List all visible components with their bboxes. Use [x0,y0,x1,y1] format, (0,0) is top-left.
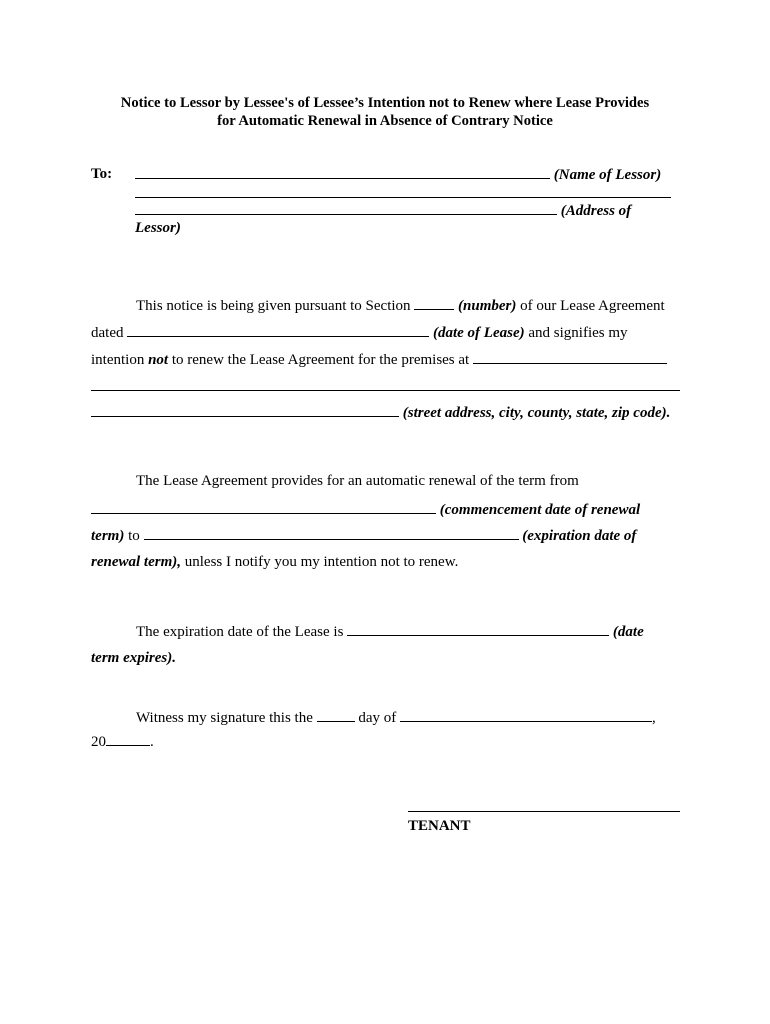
street-address-hint: (street address, city, county, state, zip code). [402,405,671,421]
day-blank[interactable] [317,709,355,722]
lessor-name-blank[interactable] [135,166,550,179]
term-hint: term) [91,528,125,544]
lessor-name-hint: (Name of Lessor) [553,167,662,183]
text: to [128,528,140,544]
text: dated [91,325,124,341]
para4-line2 [91,733,154,751]
text: Witness my signature this the [136,710,313,726]
month-blank[interactable] [400,709,652,722]
text: day of [358,710,397,726]
date-hint: (date [612,624,644,640]
para3-line1 [136,623,644,641]
lease-date-blank[interactable] [127,324,429,337]
para2-line1: The Lease Agreement provides for an automatic renewal of the term from [136,473,579,489]
premises-blank-2[interactable] [91,390,680,391]
section-number-blank[interactable] [414,297,454,310]
para1-line3 [91,351,667,369]
not-emphasis: not [148,352,169,368]
document-title-line-2: for Automatic Renewal in Absence of Contrary Notice [217,113,553,129]
para2-line4 [91,554,458,571]
expiration-renewal-blank[interactable] [144,527,519,540]
year-blank[interactable] [106,733,150,746]
lease-expiration-blank[interactable] [347,623,609,636]
renewal-term-hint: renewal term), [91,554,181,570]
text: The expiration date of the Lease is [136,624,344,640]
para1-line1 [136,297,665,315]
lessor-address-hint: (Address of [560,203,632,219]
lessor-address-blank-2[interactable] [135,202,557,215]
term-expires-hint: term expires). [91,650,176,666]
lessor-address-blank-1[interactable] [135,197,671,198]
text: intention [91,352,145,368]
para1-line5 [91,404,670,422]
para4-line1 [136,709,656,727]
premises-blank-1[interactable] [473,351,667,364]
date-of-lease-hint: (date of Lease) [432,325,525,341]
commencement-hint: (commencement date of renewal [439,502,641,518]
para2-line2 [91,501,640,519]
document-title-line-1: Notice to Lessor by Lessee's of Lessee’s Intention not to Renew where Lease Provides [120,95,650,111]
commencement-date-blank[interactable] [91,501,436,514]
text: of our Lease Agreement [520,298,665,314]
text: and signifies my [528,325,628,341]
lessor-name-line [135,166,661,184]
signature-line[interactable] [408,811,680,812]
tenant-label: TENANT [408,818,471,834]
lessor-address-hint-cont: Lessor) [135,220,181,236]
premises-blank-3[interactable] [91,404,399,417]
text: 20 [91,734,106,750]
comma: , [652,710,656,726]
para1-line2 [91,324,628,342]
text: unless I notify you my intention not to renew. [184,554,459,570]
para2-line3 [91,527,636,545]
expiration-hint: (expiration date of [522,528,637,544]
text: to renew the Lease Agreement for the premises at [171,352,470,368]
text: This notice is being given pursuant to Section [136,298,411,314]
period: . [150,734,154,750]
number-hint: (number) [458,298,517,314]
lessor-address-line [135,202,631,220]
to-label: To: [91,166,113,182]
